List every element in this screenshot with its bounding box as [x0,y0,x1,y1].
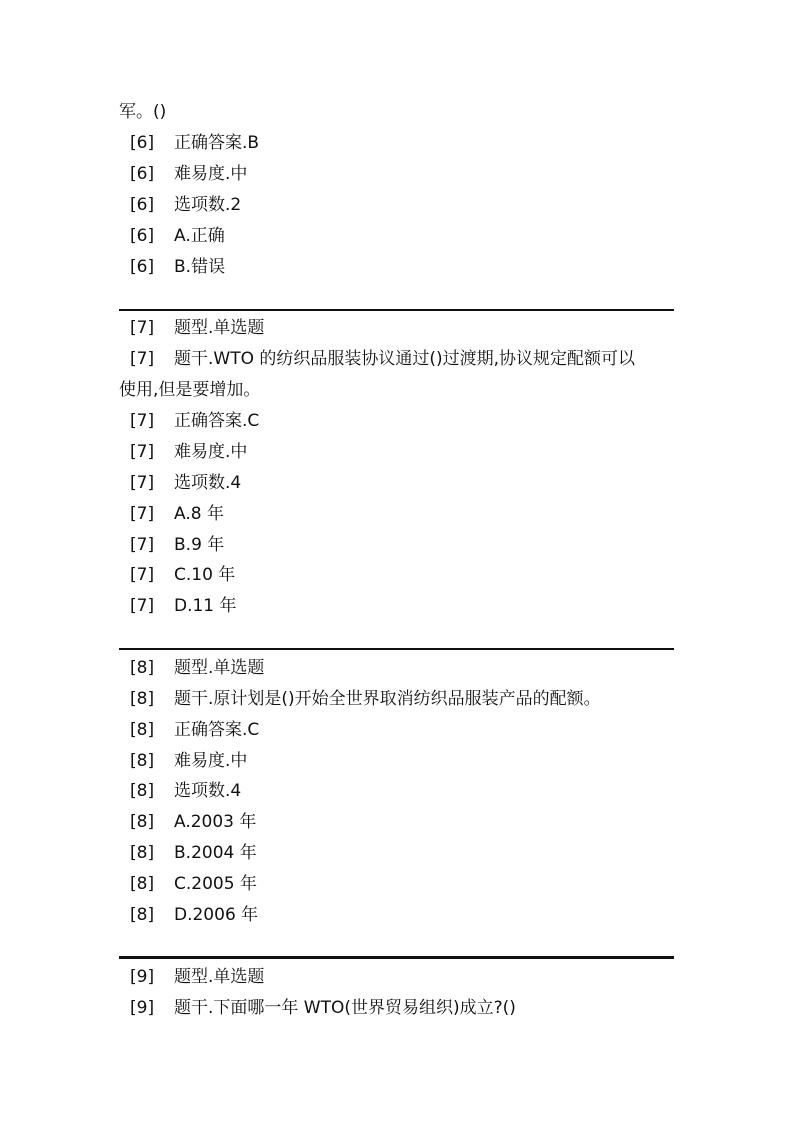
text-line: [7] 题干.WTO 的纺织品服装协议通过()过渡期,协议规定配额可以 [130,349,636,369]
text-line: [7] B.9 年 [130,535,225,555]
text-line: [8] 题干.原计划是()开始全世界取消纺织品服装产品的配额。 [130,689,601,709]
text-line: [8] C.2005 年 [130,874,257,894]
section-divider [119,309,674,311]
text-line: [8] 正确答案.C [130,720,260,740]
section-divider [119,648,674,650]
text-line: [8] 题型.单选题 [130,658,265,678]
text-line: [6] 正确答案.B [130,133,260,153]
text-line: [6] A.正确 [130,226,225,246]
text-line: [8] A.2003 年 [130,812,257,832]
text-line: [7] 题型.单选题 [130,318,265,338]
text-line: [6] B.错误 [130,257,226,277]
text-line: [7] A.8 年 [130,504,224,524]
text-line: [7] 正确答案.C [130,411,260,431]
text-line: 使用,但是要增加。 [119,380,261,400]
text-line: [9] 题型.单选题 [130,967,265,987]
text-line: [8] 难易度.中 [130,751,248,771]
text-line: [7] D.11 年 [130,596,237,616]
text-line: [8] 选项数.4 [130,781,242,801]
text-line: [7] 难易度.中 [130,442,248,462]
text-line: [9] 题干.下面哪一年 WTO(世界贸易组织)成立?() [130,998,516,1018]
text-line: [8] B.2004 年 [130,843,257,863]
text-line: [6] 难易度.中 [130,164,248,184]
section-divider [119,956,674,959]
text-line: [8] D.2006 年 [130,905,259,925]
text-line: [7] 选项数.4 [130,473,242,493]
text-line: [7] C.10 年 [130,565,236,585]
text-line: [6] 选项数.2 [130,195,242,215]
text-line: 军。() [119,102,167,122]
